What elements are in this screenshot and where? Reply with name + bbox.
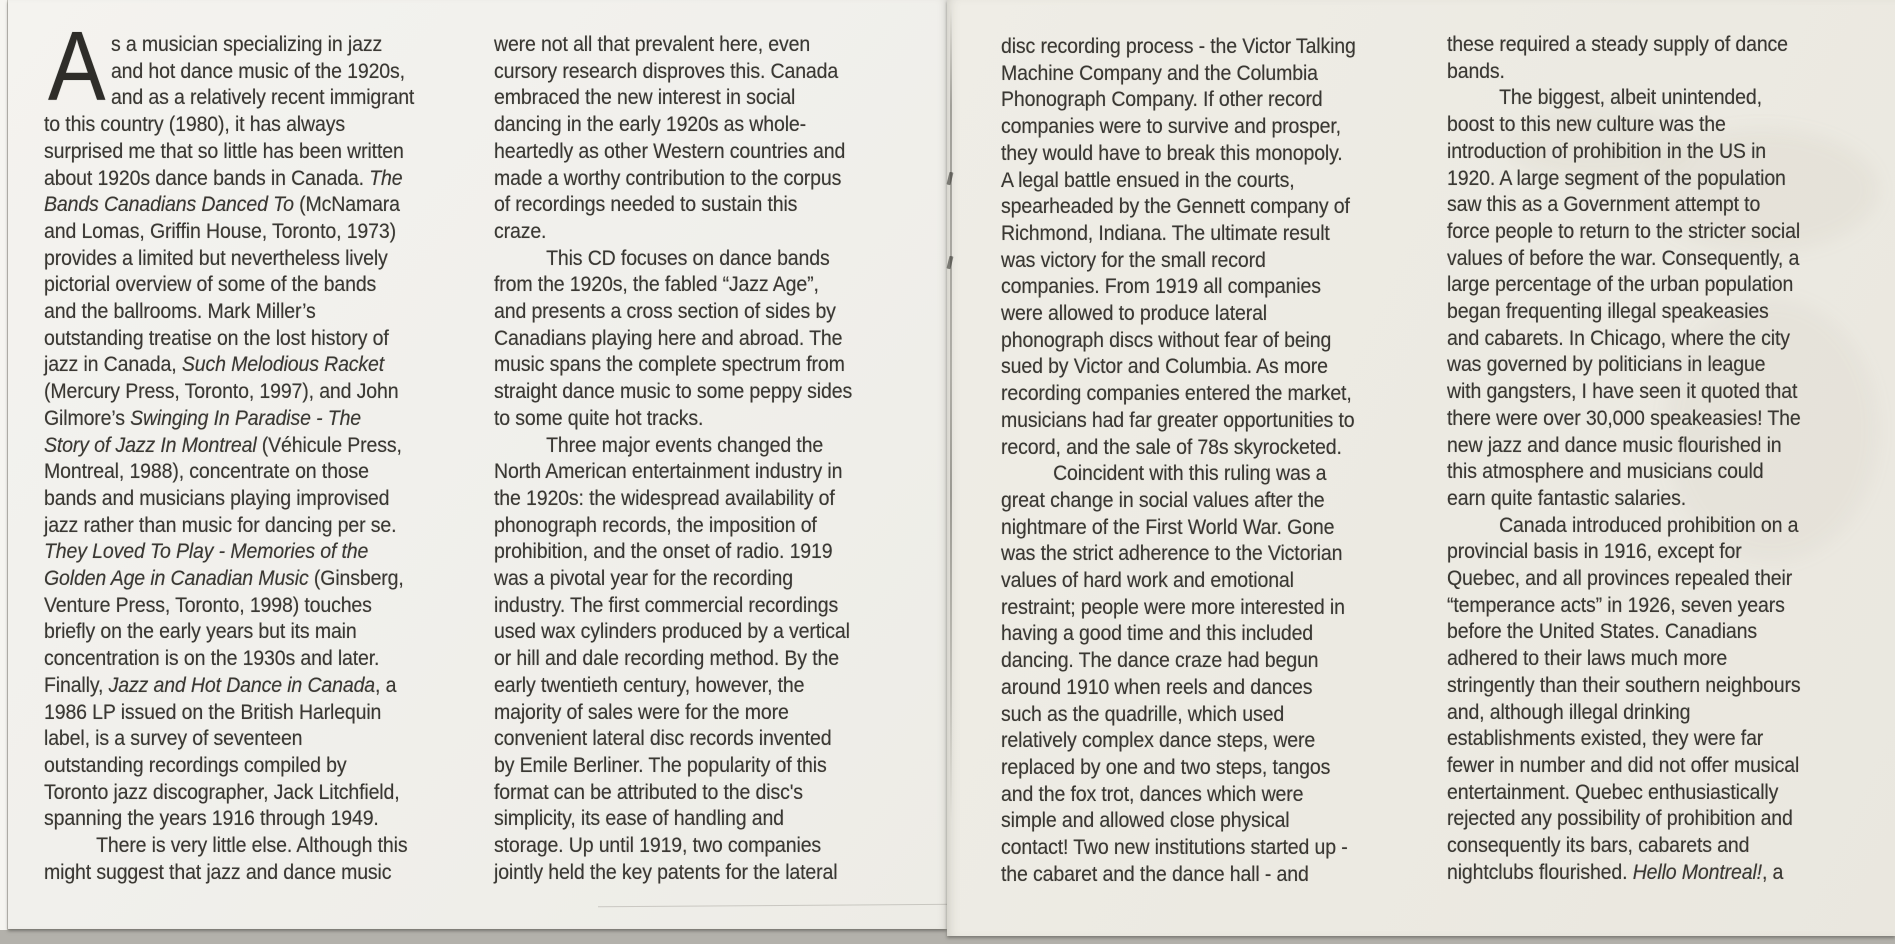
text-line: Gilmore’s Swinging In Paradise - The (44, 406, 362, 430)
text-line: heartedly as other Western countries and (494, 139, 846, 163)
text-line: of recordings needed to sustain this (494, 193, 798, 217)
text-line: 1920. A large segment of the population (1447, 166, 1786, 190)
text-line: simple and allowed close physical (1001, 809, 1290, 833)
text-line: having a good time and this included (1001, 622, 1314, 646)
text-line: new jazz and dance music flourished in (1447, 433, 1782, 457)
text-line: rejected any possibility of prohibition and (1447, 807, 1793, 831)
text-line: record, and the sale of 78s skyrocketed. (1001, 435, 1342, 459)
text-line: outstanding recordings compiled by (44, 753, 347, 777)
text-line: Coincident with this ruling was a (1053, 462, 1327, 486)
text-line: Venture Press, Toronto, 1998) touches (44, 593, 372, 617)
text-line: 1986 LP issued on the British Harlequin (44, 700, 382, 724)
text-line: there were over 30,000 speakeasies! The (1447, 406, 1801, 430)
text-line: Richmond, Indiana. The ultimate result (1001, 221, 1330, 245)
text-line: dancing in the early 1920s as whole- (494, 113, 807, 137)
text-line: companies. From 1919 all companies (1001, 275, 1321, 299)
booklet-page-left (8, 0, 947, 929)
text-line: bands. (1447, 59, 1505, 83)
page-edge-strip (0, 0, 8, 930)
text-line: They Loved To Play - Memories of the (44, 540, 369, 564)
text-line: companies were to survive and prosper, (1001, 115, 1341, 139)
text-line: craze. (494, 219, 547, 243)
text-line: and the fox trot, dances which were (1001, 782, 1304, 806)
booklet-page-right (947, 0, 1895, 936)
text-line: pictorial overview of some of the bands (44, 273, 377, 297)
text-line: with gangsters, I have seen it quoted that (1447, 380, 1798, 404)
text-column-2 (494, 32, 931, 887)
text-line: phonograph records, the imposition of (494, 513, 817, 537)
text-line: contact! Two new institutions started up - (1001, 836, 1348, 860)
text-line: spearheaded by the Gennett company of (1001, 195, 1350, 219)
text-line: phonograph discs without fear of being (1001, 328, 1332, 352)
text-line: to some quite hot tracks. (494, 406, 704, 430)
text-line: and as a relatively recent immigrant (110, 86, 415, 110)
text-line: relatively complex dance steps, were (1001, 729, 1316, 753)
text-line: nightclubs flourished. Hello Montreal!, a (1447, 860, 1784, 884)
text-line: provincial basis in 1916, except for (1447, 540, 1742, 564)
text-line: cursory research disproves this. Canada (494, 59, 839, 83)
text-line: used wax cylinders produced by a vertical (494, 620, 850, 644)
text-line: jazz in Canada, Such Melodious Racket (44, 353, 385, 377)
text-line: replaced by one and two steps, tangos (1001, 755, 1331, 779)
text-line: Quebec, and all provinces repealed their (1447, 567, 1793, 591)
text-line: and cabarets. In Chicago, where the city (1447, 326, 1790, 350)
text-line: began frequenting illegal speakeasies (1447, 300, 1769, 324)
text-line: Phonograph Company. If other record (1001, 88, 1323, 112)
text-line: boost to this new culture was the (1447, 113, 1726, 137)
text-line: bands and musicians playing improvised (44, 486, 390, 510)
text-line: the cabaret and the dance hall - and (1001, 862, 1309, 886)
text-line: music spans the complete spectrum from (494, 353, 845, 377)
text-line: Machine Company and the Columbia (1001, 61, 1318, 85)
text-column-4 (1447, 32, 1884, 887)
text-line: There is very little else. Although this (96, 834, 408, 858)
text-line: nightmare of the First World War. Gone (1001, 515, 1335, 539)
text-line: by Emile Berliner. The popularity of this (494, 753, 827, 777)
text-line: earn quite fantastic salaries. (1447, 486, 1686, 510)
text-line: Bands Canadians Danced To (McNamara (44, 193, 400, 217)
text-line: around 1910 when reels and dances (1001, 675, 1313, 699)
text-line: Story of Jazz In Montreal (Véhicule Press, (44, 433, 402, 457)
text-line: was victory for the small record (1001, 248, 1266, 272)
text-line: great change in social values after the (1001, 488, 1325, 512)
drop-cap: A (48, 11, 106, 121)
text-line: storage. Up until 1919, two companies (494, 834, 822, 858)
text-line: consequently its bars, cabarets and (1447, 834, 1750, 858)
text-line: restraint; people were more interested in (1001, 595, 1345, 619)
text-line: Montreal, 1988), concentrate on those (44, 460, 369, 484)
text-line: fewer in number and did not offer musical (1447, 753, 1800, 777)
paper-crease (598, 904, 956, 907)
text-line: were allowed to produce lateral (1001, 302, 1268, 326)
text-line: Canada introduced prohibition on a (1499, 513, 1799, 537)
text-line: entertainment. Quebec enthusiastically (1447, 780, 1779, 804)
text-line: outstanding treatise on the lost history of (44, 326, 389, 350)
text-line: Finally, Jazz and Hot Dance in Canada, a (44, 673, 397, 697)
text-line: musicians had far greater opportunities to (1001, 408, 1355, 432)
text-line: briefly on the early years but its main (44, 620, 357, 644)
text-line: industry. The first commercial recordings (494, 593, 839, 617)
text-line: such as the quadrille, which used (1001, 702, 1285, 726)
text-line: the 1920s: the widespread availability of (494, 486, 835, 510)
text-line: saw this as a Government attempt to (1447, 193, 1761, 217)
text-line: majority of sales were for the more (494, 700, 789, 724)
text-line: dancing. The dance craze had begun (1001, 649, 1319, 673)
text-line: label, is a survey of seventeen (44, 727, 303, 751)
text-line: and hot dance music of the 1920s, (110, 59, 405, 83)
text-line: prohibition, and the onset of radio. 1919 (494, 540, 833, 564)
text-line: The biggest, albeit unintended, (1499, 86, 1762, 110)
text-line: large percentage of the urban population (1447, 273, 1794, 297)
text-line: convenient lateral disc records invented (494, 727, 832, 751)
text-line: spanning the years 1916 through 1949. (44, 807, 379, 831)
text-line: and presents a cross section of sides by (494, 300, 836, 324)
text-line: embraced the new interest in social (494, 86, 796, 110)
text-line: s a musician specializing in jazz (110, 33, 383, 56)
text-line: stringently than their southern neighbours (1447, 673, 1801, 697)
text-line: was the strict adherence to the Victorian (1001, 542, 1343, 566)
text-line: values of hard work and emotional (1001, 569, 1294, 593)
text-line: about 1920s dance bands in Canada. The (44, 166, 403, 190)
text-line: from the 1920s, the fabled “Jazz Age”, (494, 273, 819, 297)
text-line: jointly held the key patents for the lateral (494, 860, 838, 884)
text-line: values of before the war. Consequently, a (1447, 246, 1800, 270)
text-line: force people to return to the stricter social (1447, 219, 1801, 243)
text-line: and Lomas, Griffin House, Toronto, 1973) (44, 219, 396, 243)
center-fold-crease (950, 8, 952, 820)
text-line: early twentieth century, however, the (494, 673, 805, 697)
text-line: or hill and dale recording method. By the (494, 647, 839, 671)
text-line: Golden Age in Canadian Music (Ginsberg, (44, 567, 404, 591)
text-column-3 (1001, 34, 1438, 889)
text-line: and, although illegal drinking (1447, 700, 1691, 724)
text-line: might suggest that jazz and dance music (44, 860, 392, 884)
text-line: simplicity, its ease of handling and (494, 807, 784, 831)
text-column-1 (44, 32, 481, 887)
text-line: A legal battle ensued in the courts, (1001, 168, 1295, 192)
text-line: were not all that prevalent here, even (494, 33, 811, 56)
text-line: Toronto jazz discographer, Jack Litchfield, (44, 780, 400, 804)
text-line: these required a steady supply of dance (1447, 33, 1788, 56)
text-line: jazz rather than music for dancing per se. (44, 513, 397, 537)
text-line: straight dance music to some peppy sides (494, 380, 853, 404)
text-line: and the ballrooms. Mark Miller’s (44, 300, 316, 324)
text-line: Canadians playing here and abroad. The (494, 326, 843, 350)
text-line: concentration is on the 1930s and later. (44, 647, 380, 671)
text-line: (Mercury Press, Toronto, 1997), and John (44, 380, 399, 404)
text-line: sued by Victor and Columbia. As more (1001, 355, 1328, 379)
text-line: disc recording process - the Victor Talking (1001, 35, 1356, 58)
text-line: Three major events changed the (546, 433, 824, 457)
text-line: adhered to their laws much more (1447, 647, 1728, 671)
text-line: they would have to break this monopoly. (1001, 141, 1343, 165)
text-line: recording companies entered the market, (1001, 382, 1352, 406)
text-line: provides a limited but nevertheless lively (44, 246, 388, 270)
text-line: “temperance acts” in 1926, seven years (1447, 593, 1785, 617)
text-line: was governed by politicians in league (1447, 353, 1766, 377)
text-line: establishments existed, they were far (1447, 727, 1764, 751)
text-line: North American entertainment industry in (494, 460, 843, 484)
text-line: to this country (1980), it has always (44, 113, 345, 137)
text-line: This CD focuses on dance bands (546, 246, 830, 270)
text-line: was a pivotal year for the recording (494, 567, 793, 591)
text-line: before the United States. Canadians (1447, 620, 1757, 644)
text-line: introduction of prohibition in the US in (1447, 139, 1767, 163)
text-line: made a worthy contribution to the corpus (494, 166, 842, 190)
text-line: format can be attributed to the disc's (494, 780, 803, 804)
text-line: this atmosphere and musicians could (1447, 460, 1764, 484)
text-line: surprised me that so little has been written (44, 139, 404, 163)
